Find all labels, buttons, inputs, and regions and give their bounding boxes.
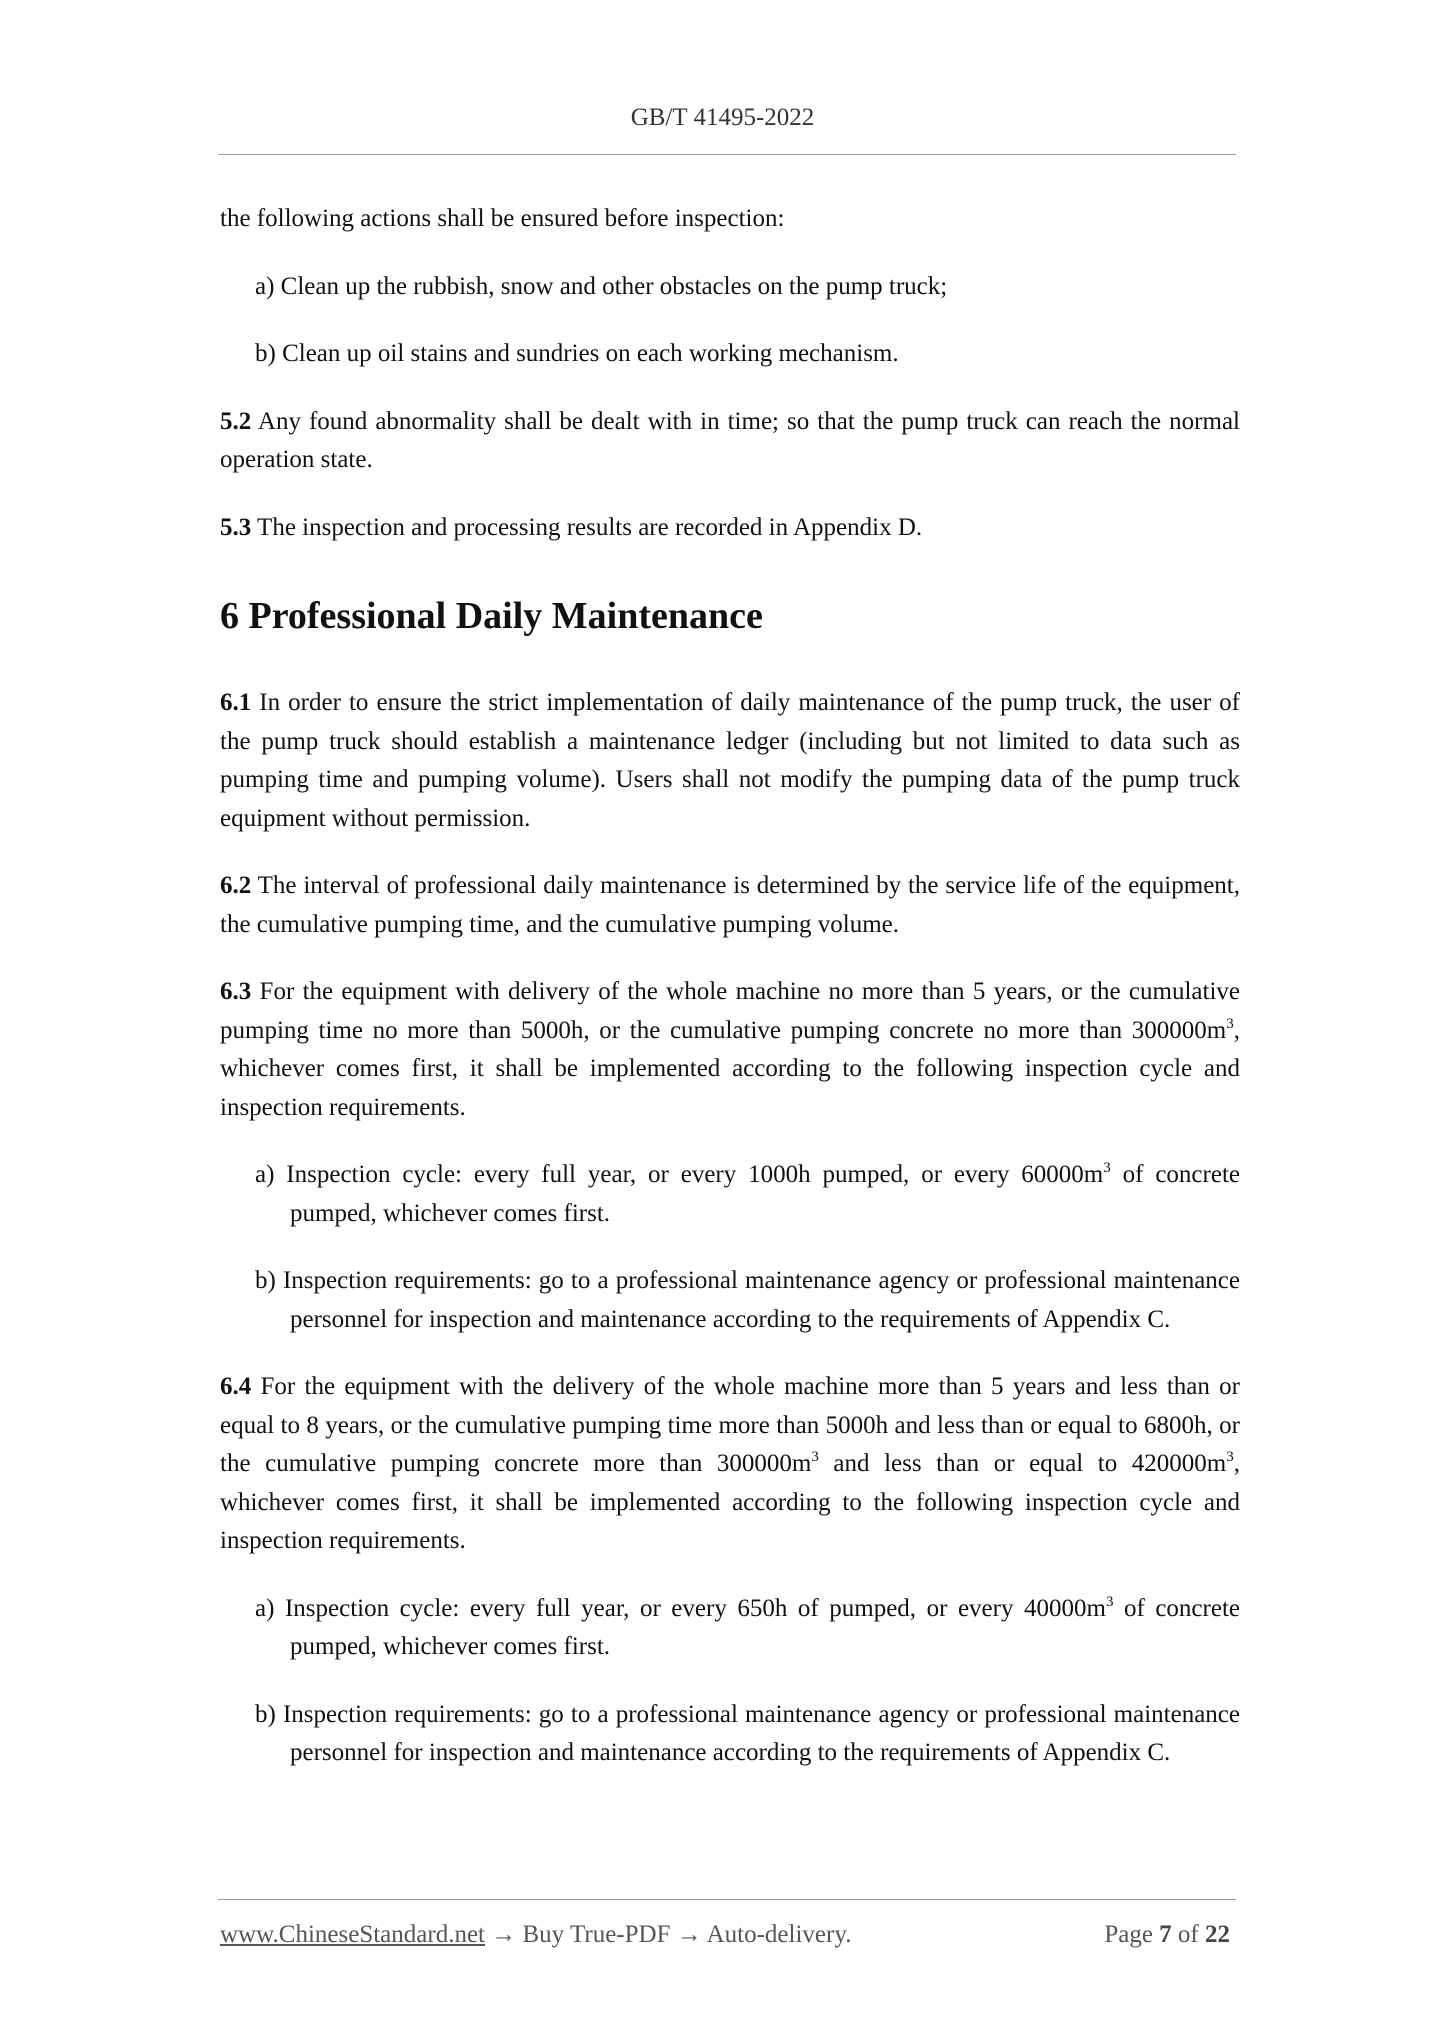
- page-label: Page: [1104, 1921, 1153, 1948]
- clause-6-3-item-b: b) Inspection requirements: go to a professional maintenance agency or professional maintenance personnel for inspection and maintenance according to the requirements of Appendix C.: [255, 1267, 1240, 1333]
- clause-text: , whichever comes first, it shall be implemented according to the following inspection cycle and inspection requirements.: [220, 1016, 1240, 1121]
- intro-sentence: the following actions shall be ensured before inspection:: [220, 205, 785, 232]
- clause-number: 6.1: [220, 689, 252, 716]
- clause-text: The inspection and processing results are recorded in Appendix D.: [251, 513, 923, 541]
- superscript: 3: [1226, 1015, 1234, 1032]
- clause-text: For the equipment with delivery of the whole machine no more than 5 years, or the cumulative pumping time no more than 5000h, or the cumulative pumping concrete no more than 300000m: [220, 978, 1240, 1044]
- pre-inspection-item-a: a) Clean up the rubbish, snow and other obstacles on the pump truck;: [255, 272, 948, 300]
- of-label: of: [1177, 1921, 1199, 1948]
- clause-6-4: [220, 1368, 1240, 1561]
- item-text: of concrete pumped, whichever comes first.: [290, 1594, 1240, 1660]
- current-page-number: 7: [1159, 1921, 1172, 1948]
- clause-6-1: [220, 684, 1240, 838]
- item-text: of concrete pumped, whichever comes first.: [290, 1161, 1240, 1227]
- clause-number: 6.4: [220, 1373, 252, 1400]
- website-link[interactable]: www.ChineseStandard.net: [220, 1921, 485, 1948]
- page-header-standard-id: GB/T 41495-2022: [630, 104, 815, 131]
- item-text: a) Inspection cycle: every full year, or every 1000h pumped, or every 60000m: [255, 1161, 1104, 1188]
- clause-6-3-item-a: [220, 1156, 1240, 1233]
- clause-text: The interval of professional daily maintenance is determined by the service life of the equipment, the cumulative pumping time, and the cumulative pumping volume.: [220, 872, 1240, 938]
- clause-text: In order to ensure the strict implementation of daily maintenance of the pump truck, the user of the pump truck should establish a maintenance ledger (including but not limited to data such as pumping time and pumping volume). Users shall not modify the pumping data of the pump truck equipment without permission.: [220, 689, 1240, 832]
- clause-6-3: [220, 973, 1240, 1127]
- item-text: a) Inspection cycle: every full year, or every 650h of pumped, or every 40000m: [255, 1594, 1106, 1622]
- clause-number: 5.2: [220, 407, 252, 435]
- clause-6-4-item-b: b) Inspection requirements: go to a professional maintenance agency or professional maintenance personnel for inspection and maintenance according to the requirements of Appendix C.: [255, 1700, 1240, 1766]
- header-divider: [218, 154, 1236, 155]
- clause-number: 6.2: [220, 872, 252, 899]
- footer-divider: [218, 1899, 1236, 1900]
- pre-inspection-item-b: b) Clean up oil stains and sundries on each working mechanism.: [255, 340, 899, 367]
- arrow-right-icon: →: [491, 1921, 517, 1948]
- clause-6-2: [220, 867, 1240, 944]
- footer-promo: [220, 1921, 851, 1949]
- clause-number: 6.3: [220, 978, 252, 1005]
- page-indicator: [1104, 1921, 1230, 1949]
- clause-text: , whichever comes first, it shall be implemented according to the following inspection cycle and inspection requirements.: [220, 1450, 1240, 1554]
- auto-delivery-text: Auto-delivery.: [706, 1921, 852, 1948]
- clause-5-3: [220, 509, 1240, 548]
- clause-text: For the equipment with the delivery of the whole machine more than 5 years and less than or equal to 8 years, or the cumulative pumping time more than 5000h and less than or equal to 6800h, or the cumulative pumping concrete more than 300000m: [220, 1373, 1240, 1477]
- buy-pdf-text: Buy True-PDF: [522, 1921, 671, 1948]
- clause-5-2: [220, 403, 1240, 480]
- document-body: [220, 200, 1240, 1802]
- superscript: 3: [1105, 1593, 1114, 1610]
- superscript: 3: [1103, 1160, 1111, 1176]
- superscript: 3: [1226, 1449, 1234, 1465]
- clause-text: and less than or equal to 420000m: [818, 1450, 1227, 1477]
- section-heading-6: 6 Professional Daily Maintenance: [220, 595, 763, 637]
- total-page-count: 22: [1205, 1921, 1230, 1948]
- clause-text: Any found abnormality shall be dealt with in time; so that the pump truck can reach the normal operation state.: [220, 407, 1240, 473]
- clause-number: 5.3: [220, 513, 252, 541]
- clause-6-4-item-a: [220, 1590, 1240, 1667]
- arrow-right-icon: →: [676, 1921, 702, 1948]
- superscript: 3: [811, 1449, 819, 1465]
